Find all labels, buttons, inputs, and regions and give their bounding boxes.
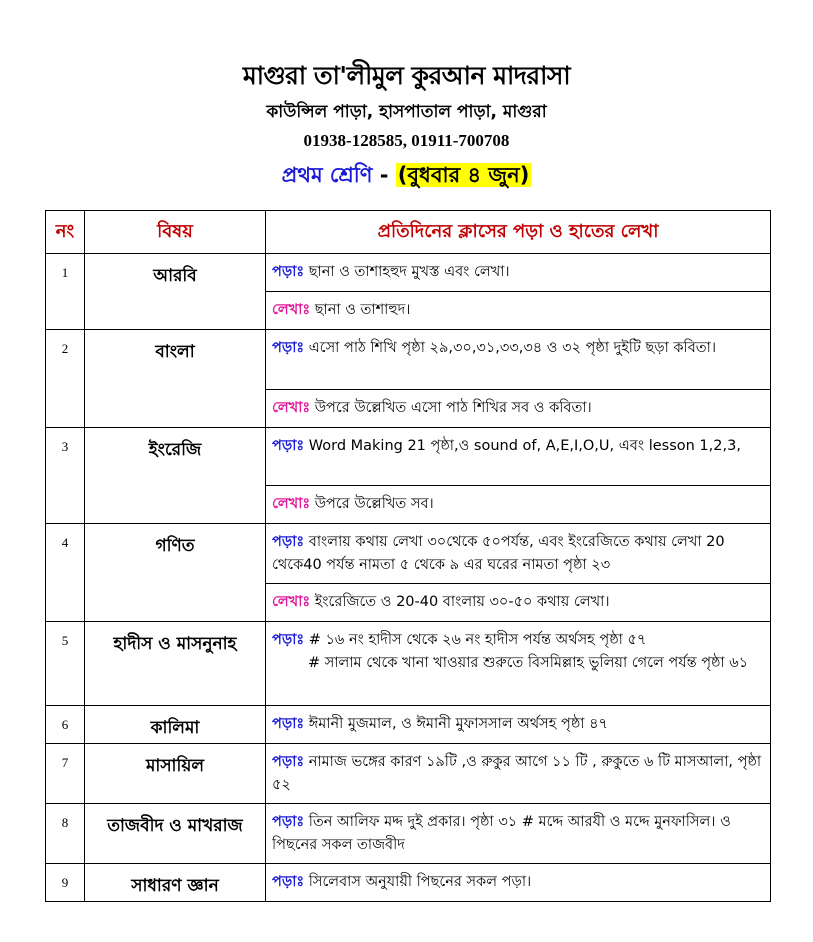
- read-cell: [266, 428, 771, 486]
- row-subject: সাধারণ জ্ঞান: [85, 864, 266, 902]
- read-text: এসো পাঠ শিখি পৃষ্ঠা ২৯,৩০,৩১,৩৩,৩৪ ও ৩২ পৃষ্ঠা দুইটি ছড়া কবিতা।: [308, 340, 717, 356]
- column-header-num: নং: [46, 211, 85, 254]
- read-label: পড়াঃ: [272, 340, 305, 356]
- read-label: পড়াঃ: [272, 438, 305, 454]
- column-header-content: প্রতিদিনের ক্লাসের পড়া ও হাতের লেখা: [266, 211, 771, 254]
- read-cell: [266, 622, 771, 706]
- class-separator: -: [372, 163, 396, 187]
- read-text: # ১৬ নং হাদীস থেকে ২৬ নং হাদীস পর্যন্ত অর্থসহ পৃষ্ঠা ৫৭: [308, 632, 647, 648]
- table-row: [46, 804, 771, 864]
- read-cell: [266, 330, 771, 390]
- row-number: 5: [46, 622, 85, 706]
- row-subject: তাজবীদ ও মাখরাজ: [85, 804, 266, 864]
- row-number: 7: [46, 744, 85, 804]
- row-subject: ইংরেজি: [85, 428, 266, 524]
- row-subject: গণিত: [85, 524, 266, 622]
- read-text: বাংলায় কথায় লেখা ৩০থেকে ৫০পর্যন্ত, এবং ইংরেজিতে কথায় লেখা 20 থেকে40 পর্যন্ত নামতা ৫ থেকে ৯ এর ঘরের নামতা পৃষ্ঠা ২৩: [272, 534, 725, 573]
- read-label: পড়াঃ: [272, 264, 305, 280]
- write-label: লেখাঃ: [272, 302, 311, 318]
- table-row: [46, 330, 771, 390]
- row-number: 3: [46, 428, 85, 524]
- table-row: [46, 744, 771, 804]
- read-label: পড়াঃ: [272, 716, 305, 732]
- school-phone: 01938-128585, 01911-700708: [303, 131, 510, 150]
- table-row: [46, 864, 771, 902]
- write-cell: [266, 584, 771, 622]
- table-row: [46, 622, 771, 706]
- column-header-subject: বিষয়: [85, 211, 266, 254]
- read-cell: [266, 864, 771, 902]
- row-number: 9: [46, 864, 85, 902]
- syllabus-table: [45, 210, 771, 902]
- read-label: পড়াঃ: [272, 534, 305, 550]
- row-number: 8: [46, 804, 85, 864]
- read-text: Word Making 21 পৃষ্ঠা,ও sound of, A,E,I,O,U, এবং lesson 1,2,3,: [308, 438, 741, 454]
- write-label: লেখাঃ: [272, 496, 311, 512]
- table-row: [46, 254, 771, 292]
- table-row: [46, 706, 771, 744]
- row-subject: আরবি: [85, 254, 266, 330]
- write-text: ছানা ও তাশাহুদ।: [314, 302, 411, 318]
- read-text: সিলেবাস অনুযায়ী পিছনের সকল পড়া।: [308, 874, 532, 890]
- read-label: পড়াঃ: [272, 754, 305, 770]
- row-subject: বাংলা: [85, 330, 266, 428]
- read-cell: [266, 706, 771, 744]
- write-text: ইংরেজিতে ও 20-40 বাংলায় ৩০-৫০ কথায় লেখা।: [314, 594, 610, 610]
- write-cell: [266, 486, 771, 524]
- read-label: পড়াঃ: [272, 874, 305, 890]
- class-title: [0, 159, 813, 194]
- row-subject: মাসায়িল: [85, 744, 266, 804]
- row-subject: হাদীস ও মাসনুনাহ: [85, 622, 266, 706]
- read-label: পড়াঃ: [272, 814, 305, 830]
- read-text: ছানা ও তাশাহহুদ মুখস্ত এবং লেখা।: [308, 264, 510, 280]
- class-name: প্রথম শ্রেণি: [281, 163, 373, 187]
- read-cell: [266, 524, 771, 584]
- write-label: লেখাঃ: [272, 400, 311, 416]
- row-number: 2: [46, 330, 85, 428]
- read-text: নামাজ ভঙ্গের কারণ ১৯টি ,ও রুকুর আগে ১১ টি , রুকুতে ৬ টি মাসআলা, পৃষ্ঠা ৫২: [272, 754, 762, 793]
- school-address: কাউন্সিল পাড়া, হাসপাতাল পাড়া, মাগুরা: [266, 102, 547, 122]
- write-label: লেখাঃ: [272, 594, 311, 610]
- class-date: (বুধবার ৪ জুন): [397, 163, 530, 187]
- row-number: 6: [46, 706, 85, 744]
- write-cell: [266, 390, 771, 428]
- row-number: 4: [46, 524, 85, 622]
- row-number: 1: [46, 254, 85, 330]
- table-header-row: [46, 211, 771, 254]
- read-cell: [266, 254, 771, 292]
- write-cell: [266, 292, 771, 330]
- read-text-2: # সালাম থেকে খানা খাওয়ার শুরুতে বিসমিল্লাহ ভুলিয়া গেলে পর্যন্ত পৃষ্ঠা ৬১: [308, 655, 749, 671]
- read-text: ঈমানী মুজমাল, ও ঈমানী মুফাসসাল অর্থসহ পৃষ্ঠা ৪৭: [308, 716, 608, 732]
- read-text: তিন আলিফ মদ্দ দুই প্রকার। পৃষ্ঠা ৩১ # মদ্দে আরযী ও মদ্দে মুনফাসিল। ও পিছনের সকল তাজবীদ: [272, 814, 731, 853]
- write-text: উপরে উল্লেখিত সব।: [314, 496, 434, 512]
- row-subject: কালিমা: [85, 706, 266, 744]
- table-row: [46, 524, 771, 584]
- read-cell: [266, 744, 771, 804]
- write-text: উপরে উল্লেখিত এসো পাঠ শিখির সব ও কবিতা।: [314, 400, 592, 416]
- table-row: [46, 428, 771, 486]
- read-label: পড়াঃ: [272, 632, 305, 648]
- read-cell: [266, 804, 771, 864]
- school-name: মাগুরা তা'লীমুল কুরআন মাদরাসা: [242, 61, 571, 90]
